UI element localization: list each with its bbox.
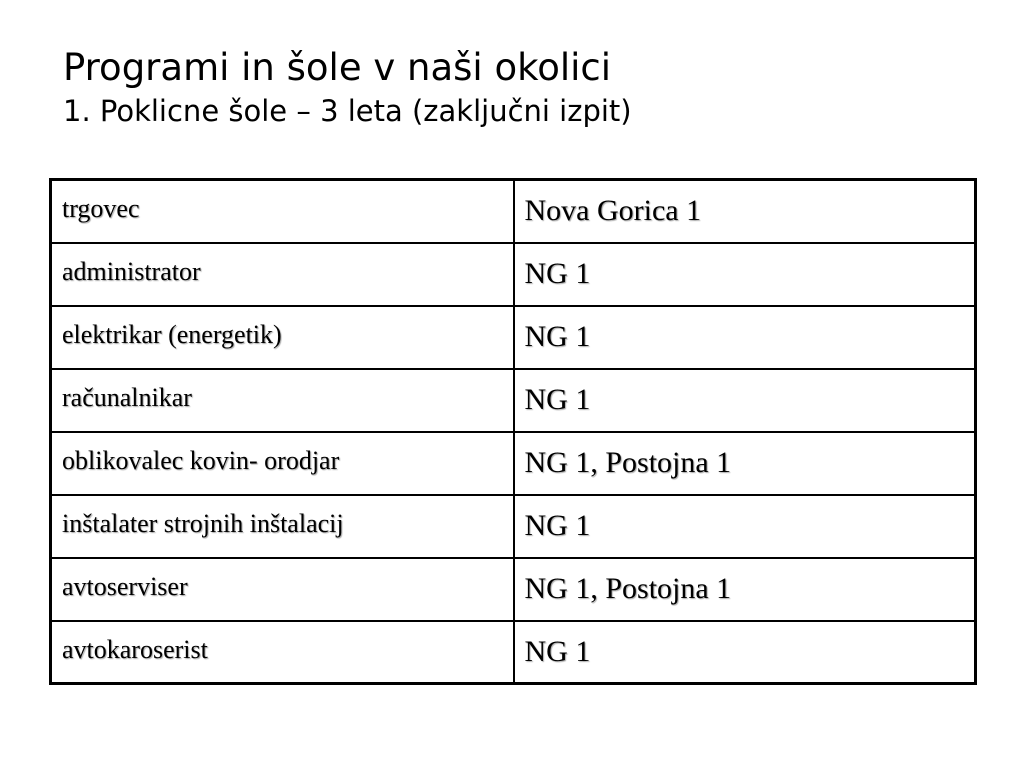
table-row (51, 243, 976, 306)
program-cell: avtokaroserist (51, 621, 514, 684)
program-cell: avtoserviser (51, 558, 514, 621)
program-cell: elektrikar (energetik) (51, 306, 514, 369)
location-cell: NG 1 (514, 621, 976, 684)
location-cell: Nova Gorica 1 (514, 180, 976, 243)
location-cell: NG 1, Postojna 1 (514, 432, 976, 495)
location-cell: NG 1 (514, 495, 976, 558)
location-cell: NG 1, Postojna 1 (514, 558, 976, 621)
location-cell: NG 1 (514, 243, 976, 306)
slide-title: Programi in šole v naši okolici (63, 46, 612, 89)
program-cell: trgovec (51, 180, 514, 243)
table-row (51, 495, 976, 558)
program-cell: administrator (51, 243, 514, 306)
table-row (51, 558, 976, 621)
program-cell: inštalater strojnih inštalacij (51, 495, 514, 558)
table-row (51, 369, 976, 432)
program-cell: računalnikar (51, 369, 514, 432)
table-row (51, 306, 976, 369)
program-cell: oblikovalec kovin- orodjar (51, 432, 514, 495)
table-row (51, 180, 976, 243)
table-row (51, 432, 976, 495)
programs-table (49, 178, 977, 685)
location-cell: NG 1 (514, 369, 976, 432)
slide-subtitle: 1. Poklicne šole – 3 leta (zaključni izpit) (63, 94, 632, 128)
location-cell: NG 1 (514, 306, 976, 369)
slide-title-block (63, 44, 963, 130)
table-row (51, 621, 976, 684)
